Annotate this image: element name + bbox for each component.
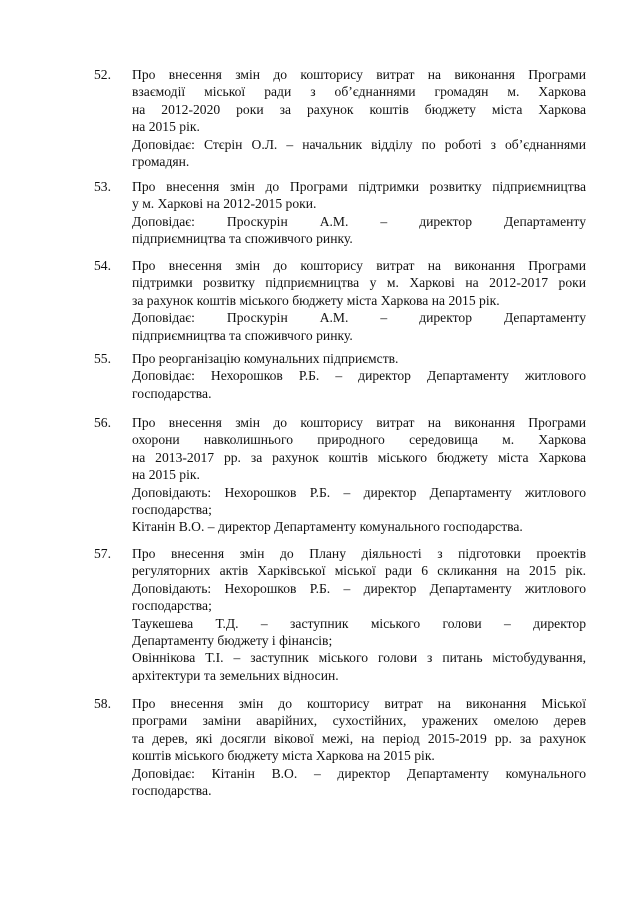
agenda-item-number: 56. — [94, 415, 111, 430]
text-line: взаємодії міської ради з об’єднаннями громадян м. Харкова — [132, 84, 586, 100]
text-line: господарства; — [132, 502, 212, 518]
agenda-item-number: 55. — [94, 351, 111, 366]
text-line: архітектури та земельних відносин. — [132, 667, 339, 683]
text-line: на 2013-2017 рр. за рахунок коштів міського бюджету міста Харкова — [132, 449, 586, 465]
text-line: підприємництва та споживчого ринку. — [132, 327, 353, 343]
text-line: на 2012-2020 роки за рахунок коштів бюджету міста Харкова — [132, 101, 586, 117]
text-line: коштів міського бюджету міста Харкова на 2015 рік. — [132, 748, 435, 764]
agenda-item-number: 54. — [94, 258, 111, 273]
text-line: Доповідає: Стєрін О.Л. – начальник відділу по роботі з об’єднаннями — [132, 136, 586, 152]
text-line: регуляторних актів Харківської міської ради 6 скликання на 2015 рік. — [132, 563, 586, 579]
agenda-item-text — [132, 545, 586, 684]
text-line: Про внесення змін до кошторису витрат на виконання Програми — [132, 415, 586, 430]
text-line: Доповідають: Нехорошков Р.Б. – директор Департаменту житлового — [132, 580, 586, 596]
text-line: Доповідає: Кітанін В.О. – директор Департаменту комунального — [132, 765, 586, 781]
text-line: Доповідає: Нехорошков Р.Б. – директор Департаменту житлового — [132, 368, 586, 384]
text-line: Про внесення змін до Програми підтримки розвитку підприємництва — [132, 179, 586, 194]
text-line: Про реорганізацію комунальних підприємств. — [132, 351, 399, 366]
agenda-item-text — [132, 178, 586, 248]
text-line: на 2015 рік. — [132, 119, 200, 135]
text-line: на 2015 рік. — [132, 467, 200, 483]
agenda-item-number: 58. — [94, 696, 111, 711]
text-line: господарства. — [132, 385, 212, 401]
text-line: господарства. — [132, 783, 212, 799]
text-line: за рахунок коштів міського бюджету міста Харкова на 2015 рік. — [132, 292, 500, 308]
agenda-item-number: 57. — [94, 546, 111, 561]
text-line: та дерев, які досягли вікової межі, на період 2015-2019 рр. за рахунок — [132, 730, 586, 746]
text-line: Про внесення змін до Плану діяльності з підготовки проектів — [132, 546, 586, 561]
text-line: Таукешева Т.Д. – заступник міського голови – директор — [132, 615, 586, 631]
agenda-item-text — [132, 695, 586, 799]
text-line: господарства; — [132, 598, 212, 614]
text-line: Департаменту бюджету і фінансів; — [132, 633, 333, 649]
agenda-item-number: 52. — [94, 67, 111, 82]
text-line: Про внесення змін до кошторису витрат на виконання Програми — [132, 258, 586, 273]
text-line: охорони навколишнього природного середовища м. Харкова — [132, 432, 586, 448]
agenda-item-text — [132, 414, 586, 536]
agenda-item-number: 53. — [94, 179, 111, 194]
text-line: програми заміни аварійних, сухостійних, уражених омелою дерев — [132, 713, 586, 729]
text-line: Овіннікова Т.І. – заступник міського голови з питань містобудування, — [132, 650, 586, 666]
text-line: громадян. — [132, 154, 190, 170]
text-line: підтримки розвитку підприємництва у м. Харкові на 2012-2017 роки — [132, 275, 586, 291]
text-line: у м. Харкові на 2012-2015 роки. — [132, 196, 317, 212]
text-line: Про внесення змін до кошторису витрат на виконання Програми — [132, 67, 586, 82]
text-line: Кітанін В.О. – директор Департаменту комунального господарства. — [132, 519, 523, 535]
agenda-item-text — [132, 257, 586, 344]
text-line: Про внесення змін до кошторису витрат на виконання Міської — [132, 696, 586, 711]
text-line: підприємництва та споживчого ринку. — [132, 231, 353, 247]
text-line: Доповідає: Проскурін А.М. – директор Департаменту — [132, 213, 586, 229]
text-line: Доповідають: Нехорошков Р.Б. – директор Департаменту житлового — [132, 484, 586, 500]
text-line: Доповідає: Проскурін А.М. – директор Департаменту — [132, 310, 586, 326]
agenda-item-text — [132, 66, 586, 170]
agenda-item-text — [132, 350, 586, 402]
